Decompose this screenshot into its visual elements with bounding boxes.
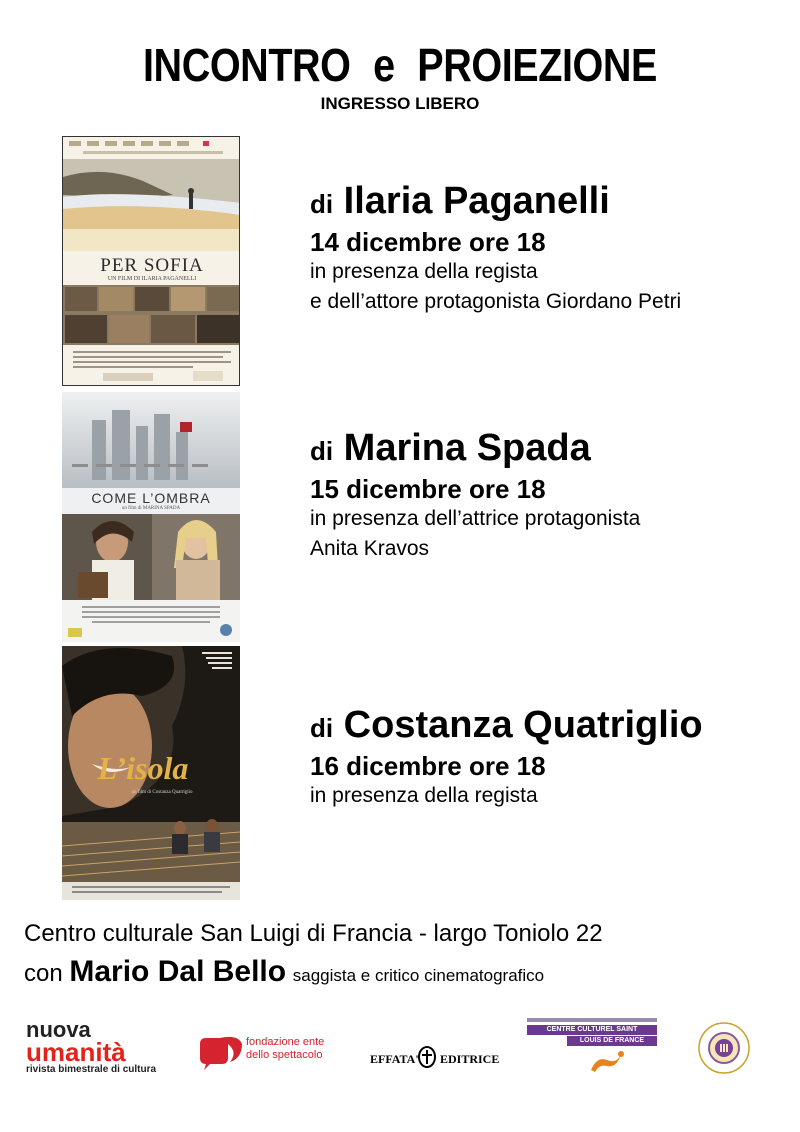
poster-subtitle: un film di MARINA SPADA — [121, 506, 181, 511]
host-line — [24, 955, 544, 989]
event-note: e dell’attore protagonista Giordano Petri — [310, 290, 682, 313]
poster-subtitle: un film di Costanza Quatriglio — [131, 790, 193, 795]
logo-fondazione-line1: fondazione ente — [246, 1036, 325, 1048]
poster-l-isola — [62, 646, 240, 900]
logo-effata-right: EDITRICE — [440, 1052, 500, 1066]
page-subtitle: INGRESSO LIBERO — [320, 94, 480, 113]
event-prefix: di — [310, 436, 334, 466]
event-prefix: di — [310, 713, 334, 743]
event-note: in presenza dell’attrice protagonista — [310, 507, 641, 530]
logo-centre-line2: LOUIS DE FRANCE — [567, 1036, 657, 1046]
page-title: INCONTRO e PROIEZIONE — [142, 39, 657, 91]
effata-emblem-icon — [417, 1046, 437, 1068]
poster-subtitle: UN FILM DI ILARIA PAGANELLI — [107, 276, 197, 282]
salamander-icon — [587, 1048, 627, 1076]
logo-centre-saint-louis — [527, 1018, 657, 1078]
logo-fondazione-line2: dello spettacolo — [246, 1049, 323, 1061]
poster-per-sofia — [62, 136, 240, 386]
poster-title: PER SOFIA — [100, 255, 204, 276]
event-director: Marina Spada — [343, 427, 591, 469]
logo-fondazione-weber — [696, 1020, 752, 1076]
logo-effata — [370, 1046, 510, 1070]
event-director-line — [310, 180, 681, 225]
event-note: in presenza della regista — [310, 260, 538, 283]
event-date: 16 dicembre ore 18 — [310, 751, 546, 781]
event-date: 14 dicembre ore 18 — [310, 227, 546, 257]
event-director-line — [310, 704, 703, 749]
logo-nuova-umanita-tagline: rivista bimestrale di cultura — [26, 1064, 157, 1075]
host-name: Mario Dal Bello — [69, 955, 287, 988]
event-2 — [310, 427, 640, 564]
poster-come-l-ombra — [62, 392, 240, 642]
event-director: Ilaria Paganelli — [343, 180, 610, 222]
logo-effata-left: EFFATA' — [370, 1052, 419, 1066]
poster-title: COME L’OMBRA — [91, 490, 211, 506]
event-director: Costanza Quatriglio — [343, 704, 703, 746]
poster-title: L’isola — [97, 750, 189, 786]
event-note: Anita Kravos — [310, 537, 430, 560]
event-1 — [310, 180, 681, 317]
event-director-line — [310, 427, 640, 472]
poster-come-l-ombra-art — [62, 392, 240, 642]
logo-nuova-umanita-line2: umanità — [26, 1037, 126, 1067]
logo-centre-line1: CENTRE CULTUREL SAINT — [527, 1025, 657, 1035]
event-date: 15 dicembre ore 18 — [310, 474, 546, 504]
logo-fondazione-spettacolo — [198, 1034, 348, 1074]
venue-line: Centro culturale San Luigi di Francia - largo Toniolo 22 — [24, 920, 603, 947]
event-prefix: di — [310, 189, 334, 219]
host-prefix: con — [24, 960, 63, 987]
event-note: in presenza della regista — [310, 784, 538, 807]
host-role: saggista e critico cinematografico — [292, 966, 545, 985]
logo-nuova-umanita — [26, 1017, 176, 1075]
logo-nuova-umanita-line1: nuova — [26, 1017, 91, 1042]
event-3 — [310, 704, 703, 811]
fondazione-mark-icon — [198, 1034, 244, 1074]
weber-seal-icon — [696, 1020, 752, 1076]
